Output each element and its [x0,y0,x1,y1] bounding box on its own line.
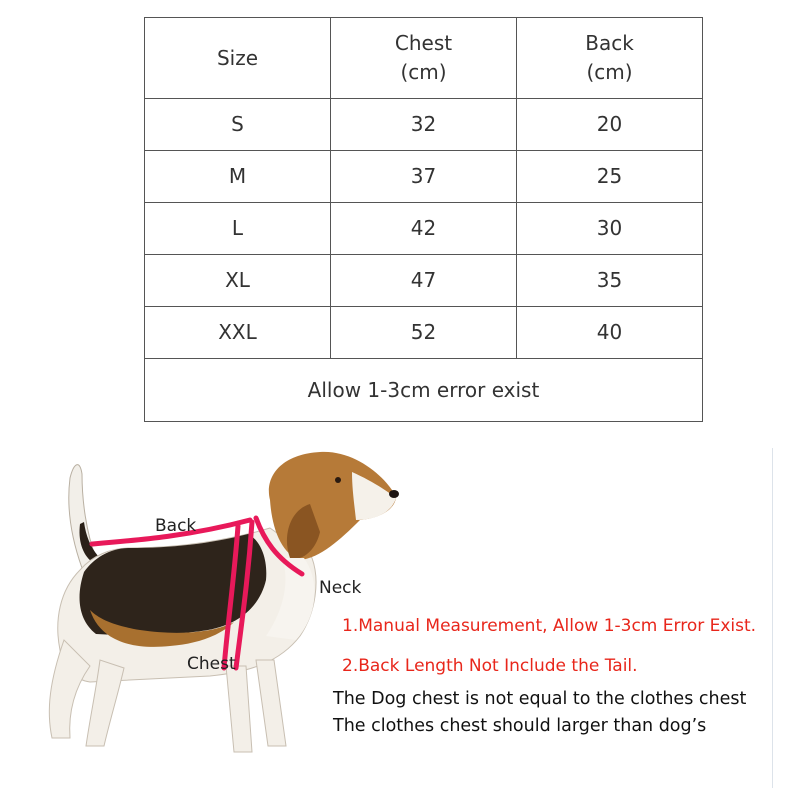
cell-back: 35 [517,255,703,307]
error-tolerance-note: Allow 1-3cm error exist [145,359,703,422]
cell-back: 25 [517,151,703,203]
chest-label: Chest [187,654,236,674]
table-row [145,151,703,203]
cell-size: XXL [145,307,331,359]
cell-size: M [145,151,331,203]
measurement-note: 1.Manual Measurement, Allow 1-3cm Error Exist. [342,616,757,636]
table-row [145,203,703,255]
tail-note: 2.Back Length Not Include the Tail. [342,656,638,676]
dog-front-leg [226,666,252,752]
cell-chest: 37 [331,151,517,203]
header-back: Back (cm) [517,18,703,99]
cell-chest: 32 [331,99,517,151]
cell-size: XL [145,255,331,307]
chest-sizing-note: The clothes chest should larger than dog’s [333,716,707,736]
table-row [145,99,703,151]
table-row [145,307,703,359]
table-header-row [145,18,703,99]
cell-size: L [145,203,331,255]
table-row [145,255,703,307]
header-chest: Chest (cm) [331,18,517,99]
cell-back: 30 [517,203,703,255]
cell-chest: 52 [331,307,517,359]
chest-comparison-note: The Dog chest is not equal to the clothes chest [333,689,747,709]
cell-size: S [145,99,331,151]
header-size: Size [145,18,331,99]
back-label: Back [155,516,197,536]
size-chart-table [144,17,703,422]
cell-back: 20 [517,99,703,151]
table-footer-row [145,359,703,422]
cell-back: 40 [517,307,703,359]
edge-divider [772,448,773,788]
neck-label: Neck [319,578,362,598]
cell-chest: 47 [331,255,517,307]
cell-chest: 42 [331,203,517,255]
